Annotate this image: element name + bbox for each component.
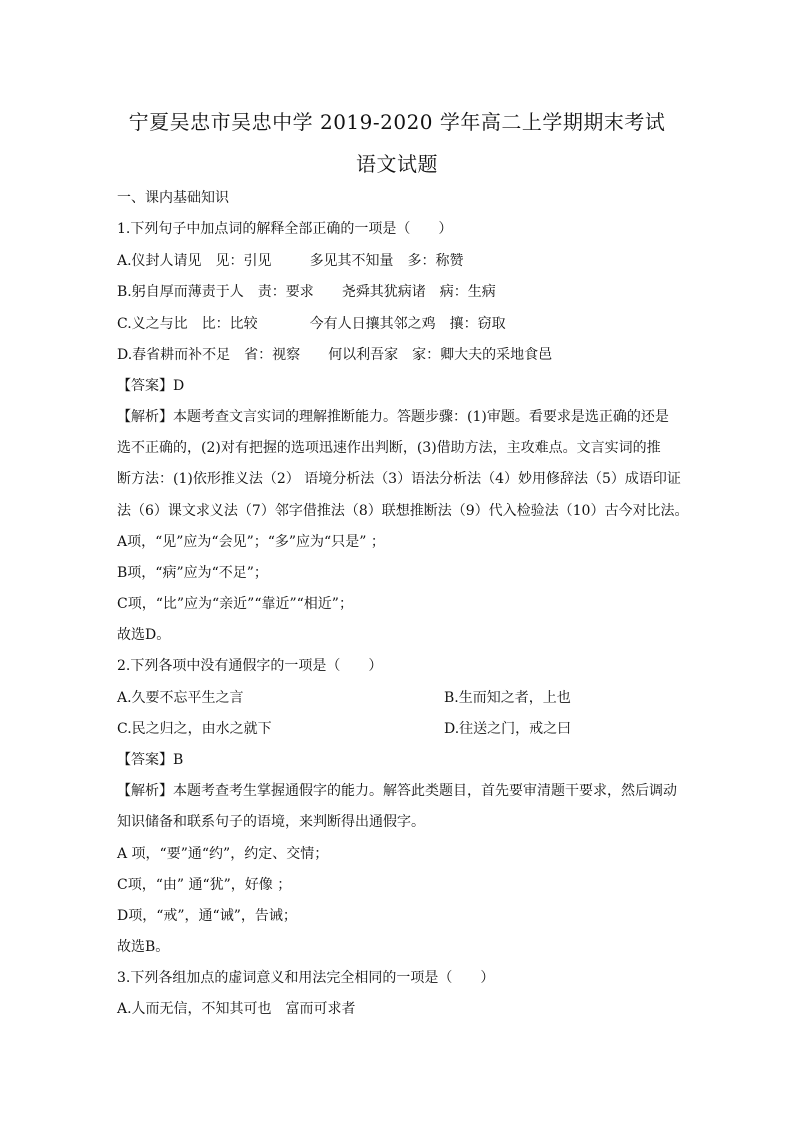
question-2-option-c: C.民之归之，由水之就下 <box>117 721 272 737</box>
option-c-part2: 今有人日攘其邻之鸡 攘：窃取 <box>309 316 506 332</box>
question-1-analysis-line: B项，“病”应为“不足”； <box>117 565 268 581</box>
question-1-option-a <box>117 250 464 270</box>
question-2-stem: 2.下列各项中没有通假字的一项是（ ） <box>117 658 383 674</box>
question-2-answer: 【答案】B <box>117 752 184 768</box>
question-1-analysis-line: 选不正确的，(2)对有把握的选项迅速作出判断，(3)借助方法，主攻难点。文言实词的推 <box>117 440 661 456</box>
question-1-stem: 1.下列句子中加点词的解释全部正确的一项是（ ） <box>117 221 453 237</box>
question-1-analysis-line: 断方法：(1)依形推义法（2） 语境分析法（3）语法分析法（4）妙用修辞法（5）成语印证 <box>117 471 681 487</box>
question-2-analysis-line: A 项，“要”通“约”，约定、交情； <box>117 846 329 862</box>
option-a-part1: A.仪封人请见 见：引见 <box>117 253 272 269</box>
question-1-analysis-line: C项，“比”应为“亲近”“靠近”“相近”； <box>117 596 353 612</box>
question-3-stem: 3.下列各组加点的虚词意义和用法完全相同的一项是（ ） <box>117 970 495 986</box>
question-1-option-d <box>117 344 552 364</box>
question-2-analysis-line: 【解析】本题考查考生掌握通假字的能力。解答此类题目，首先要审清题干要求，然后调动 <box>117 783 677 799</box>
question-2-option-a: A.久要不忘平生之言 <box>117 690 244 706</box>
option-b-part2: 尧舜其犹病诸 病：生病 <box>341 284 496 300</box>
option-d-part2: 何以利吾家 家：卿大夫的采地食邑 <box>328 347 553 363</box>
question-1-option-c <box>117 313 506 333</box>
option-b-part1: B.躬自厚而薄责于人 责：要求 <box>117 284 314 300</box>
document-title: 宁夏吴忠市吴忠中学 2019-2020 学年高二上学期期末考试 <box>128 110 666 134</box>
question-2-analysis-line: 知识储备和联系句子的语境，来判断得出通假字。 <box>117 814 425 830</box>
question-1-answer: 【答案】D <box>117 378 185 394</box>
question-1-analysis-line: 法（6）课文求义法（7）邻字借推法（8）联想推断法（9）代入检验法（10）古今对比法。 <box>117 503 689 519</box>
question-2-option-d: D.往送之门，戒之曰 <box>444 721 572 737</box>
question-1-analysis-line: 故选D。 <box>117 627 171 643</box>
question-2-analysis-line: D项，“戒”，通“诫”，告诫； <box>117 908 297 924</box>
question-2-option-b: B.生而知之者，上也 <box>444 690 571 706</box>
question-1-option-b <box>117 281 496 301</box>
question-1-analysis-line: A项，“见”应为“会见”；“多”应为“只是” ； <box>117 534 385 550</box>
option-d-part1: D.春省耕而补不足 省：视察 <box>117 347 301 363</box>
question-3-option-a: A.人而无信，不知其可也 富而可求者 <box>117 1001 356 1017</box>
option-c-part1: C.义之与比 比：比较 <box>117 316 258 332</box>
question-2-analysis-line: C项，“由” 通“犹”，好像 ； <box>117 877 292 893</box>
document-subtitle: 语文试题 <box>356 152 438 176</box>
question-2-analysis-line: 故选B。 <box>117 939 170 955</box>
section-heading: 一、课内基础知识 <box>117 190 229 206</box>
option-a-part2: 多见其不知量 多：称赞 <box>309 253 464 269</box>
question-1-analysis-line: 【解析】本题考查文言实词的理解推断能力。答题步骤：(1)审题。看要求是选正确的还是 <box>117 409 669 425</box>
